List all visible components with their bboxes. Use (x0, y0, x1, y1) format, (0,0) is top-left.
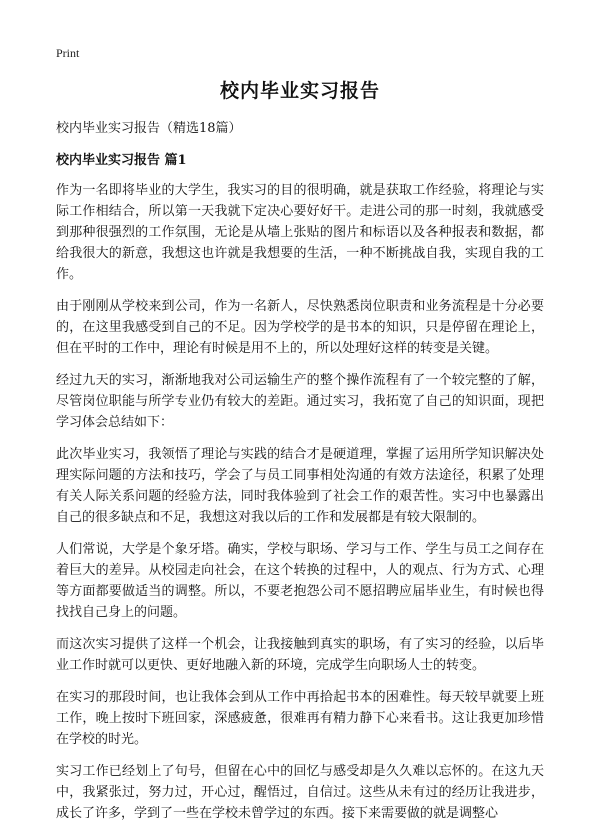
paragraph: 作为一名即将毕业的大学生，我实习的目的很明确，就是获取工作经验，将理论与实际工作相结合，所以第一天我就下定决心要好好干。走进公司的那一时刻，我就感受到那种很强烈的工作氛围，无论是从墙上张贴的图片和标语以及各种报表和数据，都给我很大的新意，我想这也许就是我想要的生活，一种不断挑战自我，实现自我的工作。 (56, 183, 544, 282)
paragraph: 而这次实习提供了这样一个机会，让我接触到真实的职场，有了实习的经验，以后毕业工作时就可以更快、更好地融入新的环境，完成学生向职场人士的转变。 (56, 637, 544, 673)
document-title: 校内毕业实习报告 (219, 80, 380, 102)
paragraph: 经过九天的实习，渐渐地我对公司运输生产的整个操作流程有了一个较完整的了解，尽管岗位职能与所学专业仍有较大的差距。通过实习，我拓宽了自己的知识面，现把学习体会总结如下： (56, 373, 544, 430)
section-heading: 校内毕业实习报告 篇1 (56, 153, 187, 168)
document-subtitle: 校内毕业实习报告（精选18篇） (56, 121, 242, 136)
paragraph: 在实习的那段时间，也让我体会到从工作中再拾起书本的困难性。每天较早就要上班工作，晚上按时下班回家，深感疲惫，很难再有精力静下心来看书。这让我更加珍惜在学校的时光。 (56, 690, 544, 747)
paragraph: 实习工作已经划上了句号，但留在心中的回忆与感受却是久久难以忘怀的。在这九天中，我紧张过，努力过，开心过，醒悟过，自信过。这些从未有过的经历让我进步，成长了许多，学到了一些在学校未曾学过的东西。接下来需要做的就是调整心 (56, 764, 544, 821)
print-link[interactable]: Print (56, 46, 80, 60)
paragraph: 人们常说，大学是个象牙塔。确实，学校与职场、学习与工作、学生与员工之间存在着巨大的差异。从校园走向社会，在这个转换的过程中，人的观点、行为方式、心理等方面都要做适当的调整。所以，不要老抱怨公司不愿招聘应届毕业生，有时候也得找找自己身上的问题。 (56, 542, 544, 620)
document-body (56, 78, 544, 835)
paragraph: 由于刚刚从学校来到公司，作为一名新人，尽快熟悉岗位职责和业务流程是十分必要的，在这里我感受到自己的不足。因为学校学的是书本的知识，只是停留在理论上，但在平时的工作中，理论有时候是用不上的，所以处理好这样的转变是关键。 (56, 299, 544, 356)
paragraph: 此次毕业实习，我领悟了理论与实践的结合才是硬道理，掌握了运用所学知识解决处理实际问题的方法和技巧，学会了与员工同事相处沟通的有效方法途径，积累了处理有关人际关系问题的经验方法，同时我体验到了社会工作的艰苦性。实习中也暴露出自己的很多缺点和不足，我想这对我以后的工作和发展都是有较大限制的。 (56, 447, 544, 525)
